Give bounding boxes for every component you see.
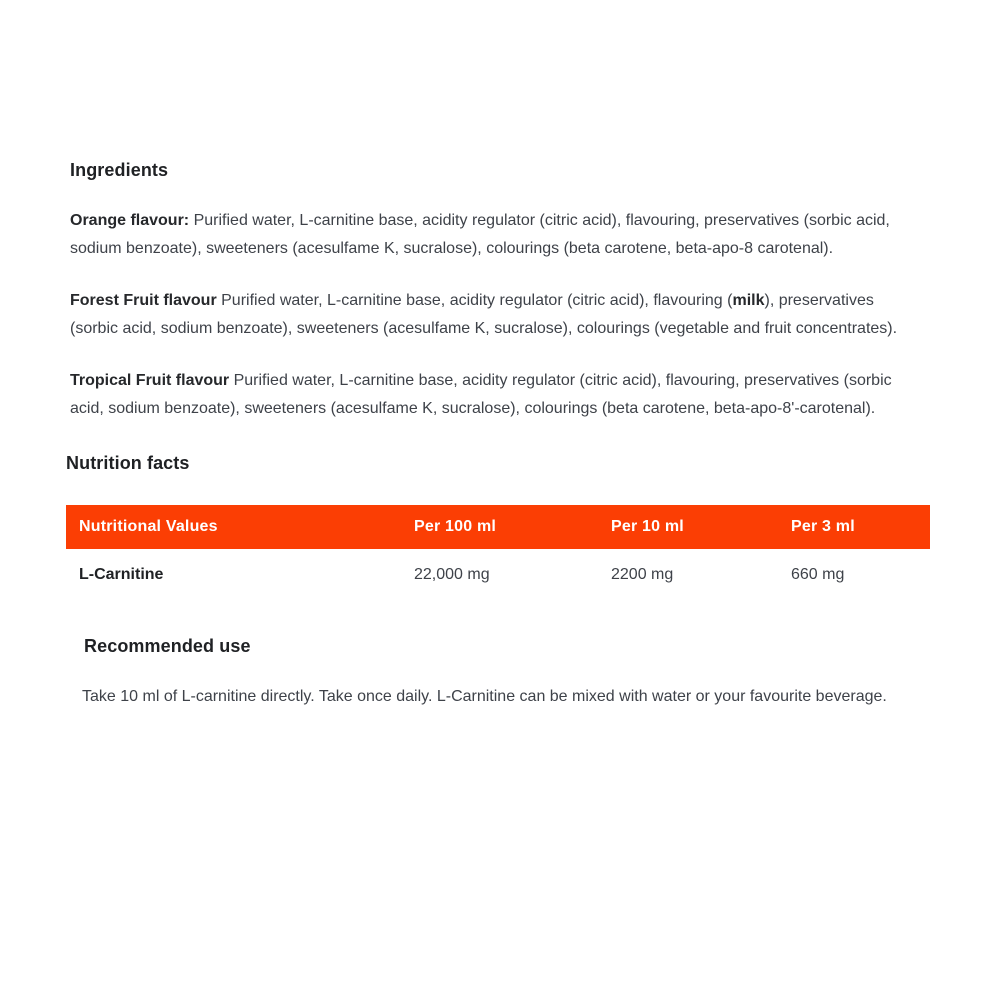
nutrition-facts-section <box>66 453 940 592</box>
ingredients-paragraph-forest-fruit <box>70 287 920 343</box>
value-per-10ml: 2200 mg <box>611 566 674 583</box>
value-per-3ml: 660 mg <box>791 566 845 583</box>
ingredients-heading: Ingredients <box>70 160 169 180</box>
ingredients-text: Purified water, L-carnitine base, acidity regulator (citric acid), flavouring ( <box>216 292 733 309</box>
column-header-per-10ml: Per 10 ml <box>598 505 778 549</box>
ingredients-section <box>66 160 940 423</box>
table-row-l-carnitine <box>66 549 930 592</box>
nutrition-table <box>66 505 930 592</box>
ingredients-paragraph-orange <box>70 207 920 263</box>
value-per-100ml: 22,000 mg <box>414 566 490 583</box>
flavour-name-forest-fruit: Forest Fruit flavour <box>70 292 217 309</box>
flavour-name-orange: Orange flavour: <box>70 212 190 229</box>
column-header-nutritional-values: Nutritional Values <box>66 505 401 549</box>
column-header-per-3ml: Per 3 ml <box>778 505 930 549</box>
recommended-use-section <box>84 636 940 711</box>
flavour-name-tropical-fruit: Tropical Fruit flavour <box>70 372 230 389</box>
nutrition-facts-heading: Nutrition facts <box>66 453 190 473</box>
ingredients-text: Purified water, L-carnitine base, acidity regulator (citric acid), flavouring, preservatives (sorbic acid, sodium benzoate), sweeteners (acesulfame K, sucralose), colourings (beta carotene, beta-apo-8 carotenal). <box>70 212 890 257</box>
ingredients-text: Purified water, L-carnitine base, acidity regulator (citric acid), flavouring, preservatives (sorbic acid, sodium benzoate), sweeteners (acesulfame K, sucralose), colourings (beta carotene, beta-apo-8'-carotenal). <box>70 372 892 417</box>
ingredients-paragraph-tropical-fruit <box>70 367 920 423</box>
ingredients-text: ), preservatives (sorbic acid, sodium benzoate), sweeteners (acesulfame K, sucralose), colourings (vegetable and fruit concentrates). <box>70 292 898 337</box>
recommended-use-text: Take 10 ml of L-carnitine directly. Take once daily. L-Carnitine can be mixed with water or your favourite beverage. <box>82 688 887 705</box>
recommended-use-heading: Recommended use <box>84 636 251 656</box>
nutrient-name: L-Carnitine <box>79 566 164 583</box>
nutrition-table-header-row <box>66 505 930 549</box>
column-header-per-100ml: Per 100 ml <box>401 505 598 549</box>
allergen-bold-milk: milk <box>732 292 765 309</box>
